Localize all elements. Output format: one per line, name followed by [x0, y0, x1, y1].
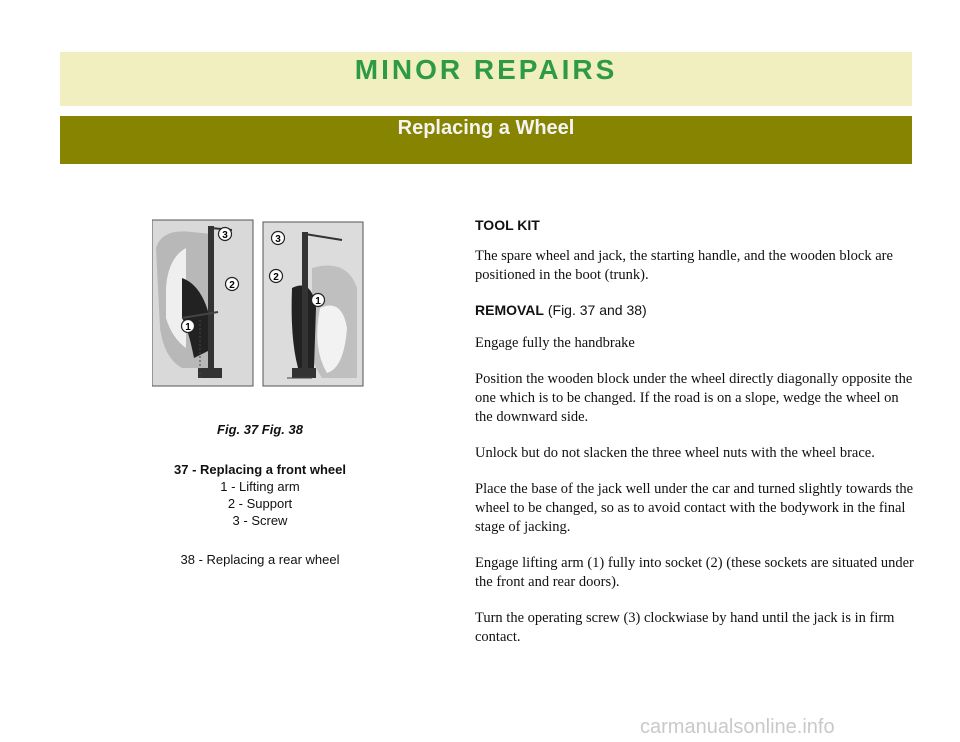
fig-38-image: [263, 222, 363, 386]
legend-item: 1 - Lifting arm: [220, 479, 300, 494]
removal-figure-ref: (Fig. 37 and 38): [547, 302, 647, 318]
figure-caption: Fig. 37 Fig. 38: [217, 422, 303, 437]
figure-legend: [130, 461, 390, 529]
subtitle-banner: [60, 116, 912, 164]
step-paragraph: Engage fully the handbrake: [475, 335, 635, 351]
step-paragraph: Turn the operating screw (3) clockwiase by hand until the jack is in firm contact.: [475, 610, 895, 645]
callout-1-right: 1: [315, 296, 321, 307]
step-paragraph: Engage lifting arm (1) fully into socket (2) (these sockets are situated under the front and rear doors).: [475, 555, 914, 590]
removal-heading: [475, 302, 915, 318]
fig-37-image: [152, 220, 253, 386]
callout-2-left: 2: [229, 280, 235, 291]
step-paragraph: Unlock but do not slacken the three wheel nuts with the wheel brace.: [475, 445, 875, 461]
callout-3-left: 3: [222, 230, 228, 241]
instructions-column: [475, 217, 915, 664]
section-title: MINOR REPAIRS: [354, 54, 618, 85]
tool-kit-heading: TOOL KIT: [475, 217, 540, 233]
watermark: carmanualsonline.info: [640, 716, 835, 738]
tool-kit-text: The spare wheel and jack, the starting handle, and the wooden block are positioned in the boot (trunk).: [475, 248, 893, 283]
legend-item: 3 - Screw: [232, 513, 288, 528]
step-paragraph: Place the base of the jack well under the car and turned slightly towards the wheel to be changed, so as to avoid contact with the bodywork in the final stage of jacking.: [475, 481, 914, 535]
removal-title: REMOVAL: [475, 302, 544, 318]
page-subtitle: Replacing a Wheel: [397, 117, 575, 139]
callout-3-right: 3: [275, 234, 281, 245]
rear-wheel-caption: 38 - Replacing a rear wheel: [180, 552, 340, 567]
jack-illustration: [152, 218, 364, 388]
legend-title: 37 - Replacing a front wheel: [174, 462, 346, 477]
legend-item: 2 - Support: [227, 496, 293, 511]
callout-1-left: 1: [185, 322, 191, 333]
callout-2-right: 2: [273, 272, 279, 283]
step-paragraph: Position the wooden block under the wheel directly diagonally opposite the one which is to be changed. If the road is on a slope, wedge the wheel on the downward side.: [475, 371, 913, 425]
section-header-banner: [60, 52, 912, 106]
